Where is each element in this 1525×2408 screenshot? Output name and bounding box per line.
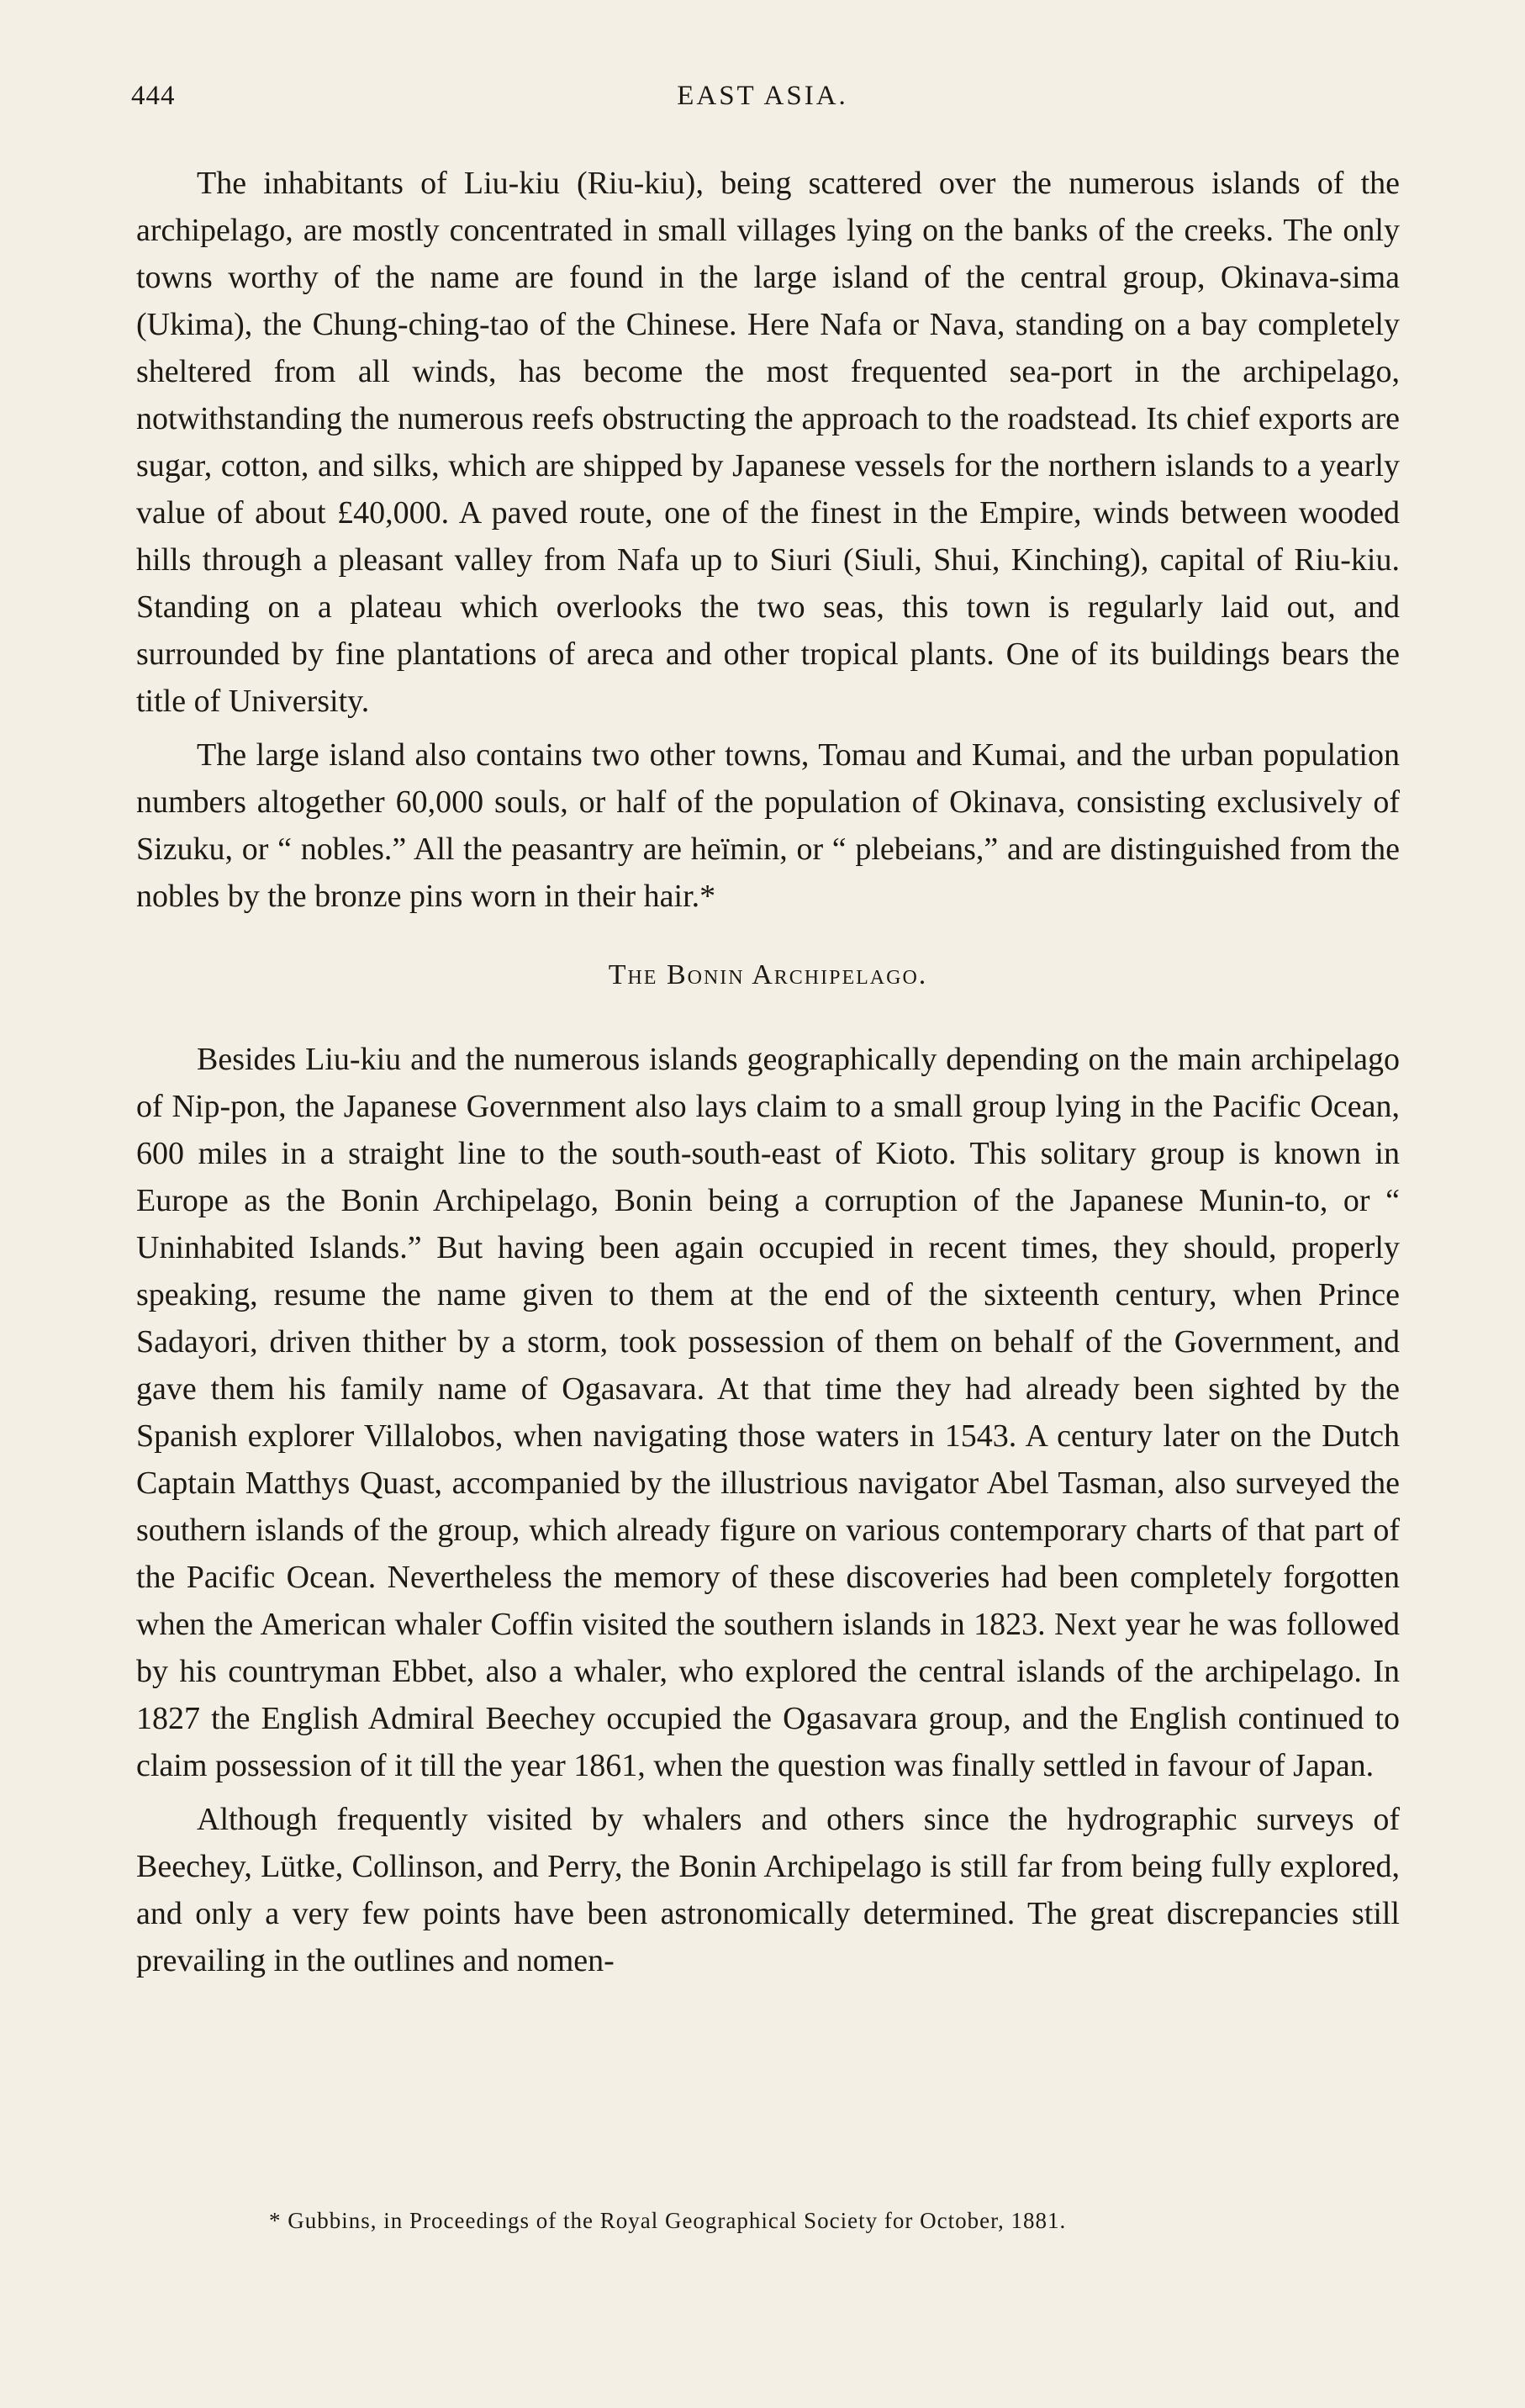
page-number: 444 [131, 81, 176, 111]
paragraph-bonin-surveys: Although frequently visited by whalers and others since the hydrographic surveys of Beechey, Lütke, Collinson, and Perry, the Bonin Archipelago is still far from being fully explored, and only a very few points have been astronomically determined. The great discrepancies still prevailing in the outlines and nomen- [136, 1802, 1400, 1978]
section-heading: The Bonin Archipelago. [608, 959, 928, 990]
page-header [0, 81, 1525, 123]
paragraph-population: The large island also contains two other towns, Tomau and Kumai, and the urban population numbers altogether 60,000 souls, or half of the population of Okinava, consisting exclusively of Sizuku, or “ nobles.” All the peasantry are heïmin, or “ plebeians,” and are distinguished from the nobles by the bronze pins worn in their hair.* [136, 737, 1400, 914]
main-text [136, 160, 1400, 1984]
paragraph-bonin-history: Besides Liu-kiu and the numerous islands geographically depending on the main archipelago of Nip-pon, the Japanese Government also lays claim to a small group lying in the Pacific Ocean, 600 miles in a straight line to the south-south-east of Kioto. This solitary group is known in Europe as the Bonin Archipelago, Bonin being a corruption of the Japanese Munin-to, or “ Uninhabited Islands.” But having been again occupied in recent times, they should, properly speaking, resume the name given to them at the end of the sixteenth century, when Prince Sadayori, driven thither by a storm, took possession of them on behalf of the Government, and gave them his family name of Ogasavara. At that time they had already been sighted by the Spanish explorer Villalobos, when navigating those waters in 1543. A century later on the Dutch Captain Matthys Quast, accompanied by the illustrious navigator Abel Tasman, also surveyed the southern islands of the group, which already figure on various contemporary charts of that part of the Pacific Ocean. Nevertheless the memory of these discoveries had been completely forgotten when the American whaler Coffin visited the southern islands in 1823. Next year he was followed by his countryman Ebbet, also a whaler, who explored the central islands of the archipelago. In 1827 the English Admiral Beechey occupied the Ogasavara group, and the English continued to claim possession of it till the year 1861, when the question was finally settled in favour of Japan. [136, 1042, 1400, 1783]
running-title: EAST ASIA. [677, 81, 848, 111]
footnote: * Gubbins, in Proceedings of the Royal Geographical Society for October, 1881. [269, 2208, 1067, 2233]
paragraph-liu-kiu-towns: The inhabitants of Liu-kiu (Riu-kiu), being scattered over the numerous islands of the archipelago, are mostly concentrated in small villages lying on the banks of the creeks. The only towns worthy of the name are found in the large island of the central group, Okinava-sima (Ukima), the Chung-ching-tao of the Chinese. Here Nafa or Nava, standing on a bay completely sheltered from all winds, has become the most frequented sea-port in the archipelago, notwithstanding the numerous reefs obstructing the approach to the roadstead. Its chief exports are sugar, cotton, and silks, which are shipped by Japanese vessels for the northern islands to a yearly value of about £40,000. A paved route, one of the finest in the Empire, winds between wooded hills through a pleasant valley from Nafa up to Siuri (Siuli, Shui, Kinching), capital of Riu-kiu. Standing on a plateau which overlooks the two seas, this town is regularly laid out, and surrounded by fine plantations of areca and other tropical plants. One of its buildings bears the title of University. [136, 166, 1400, 719]
